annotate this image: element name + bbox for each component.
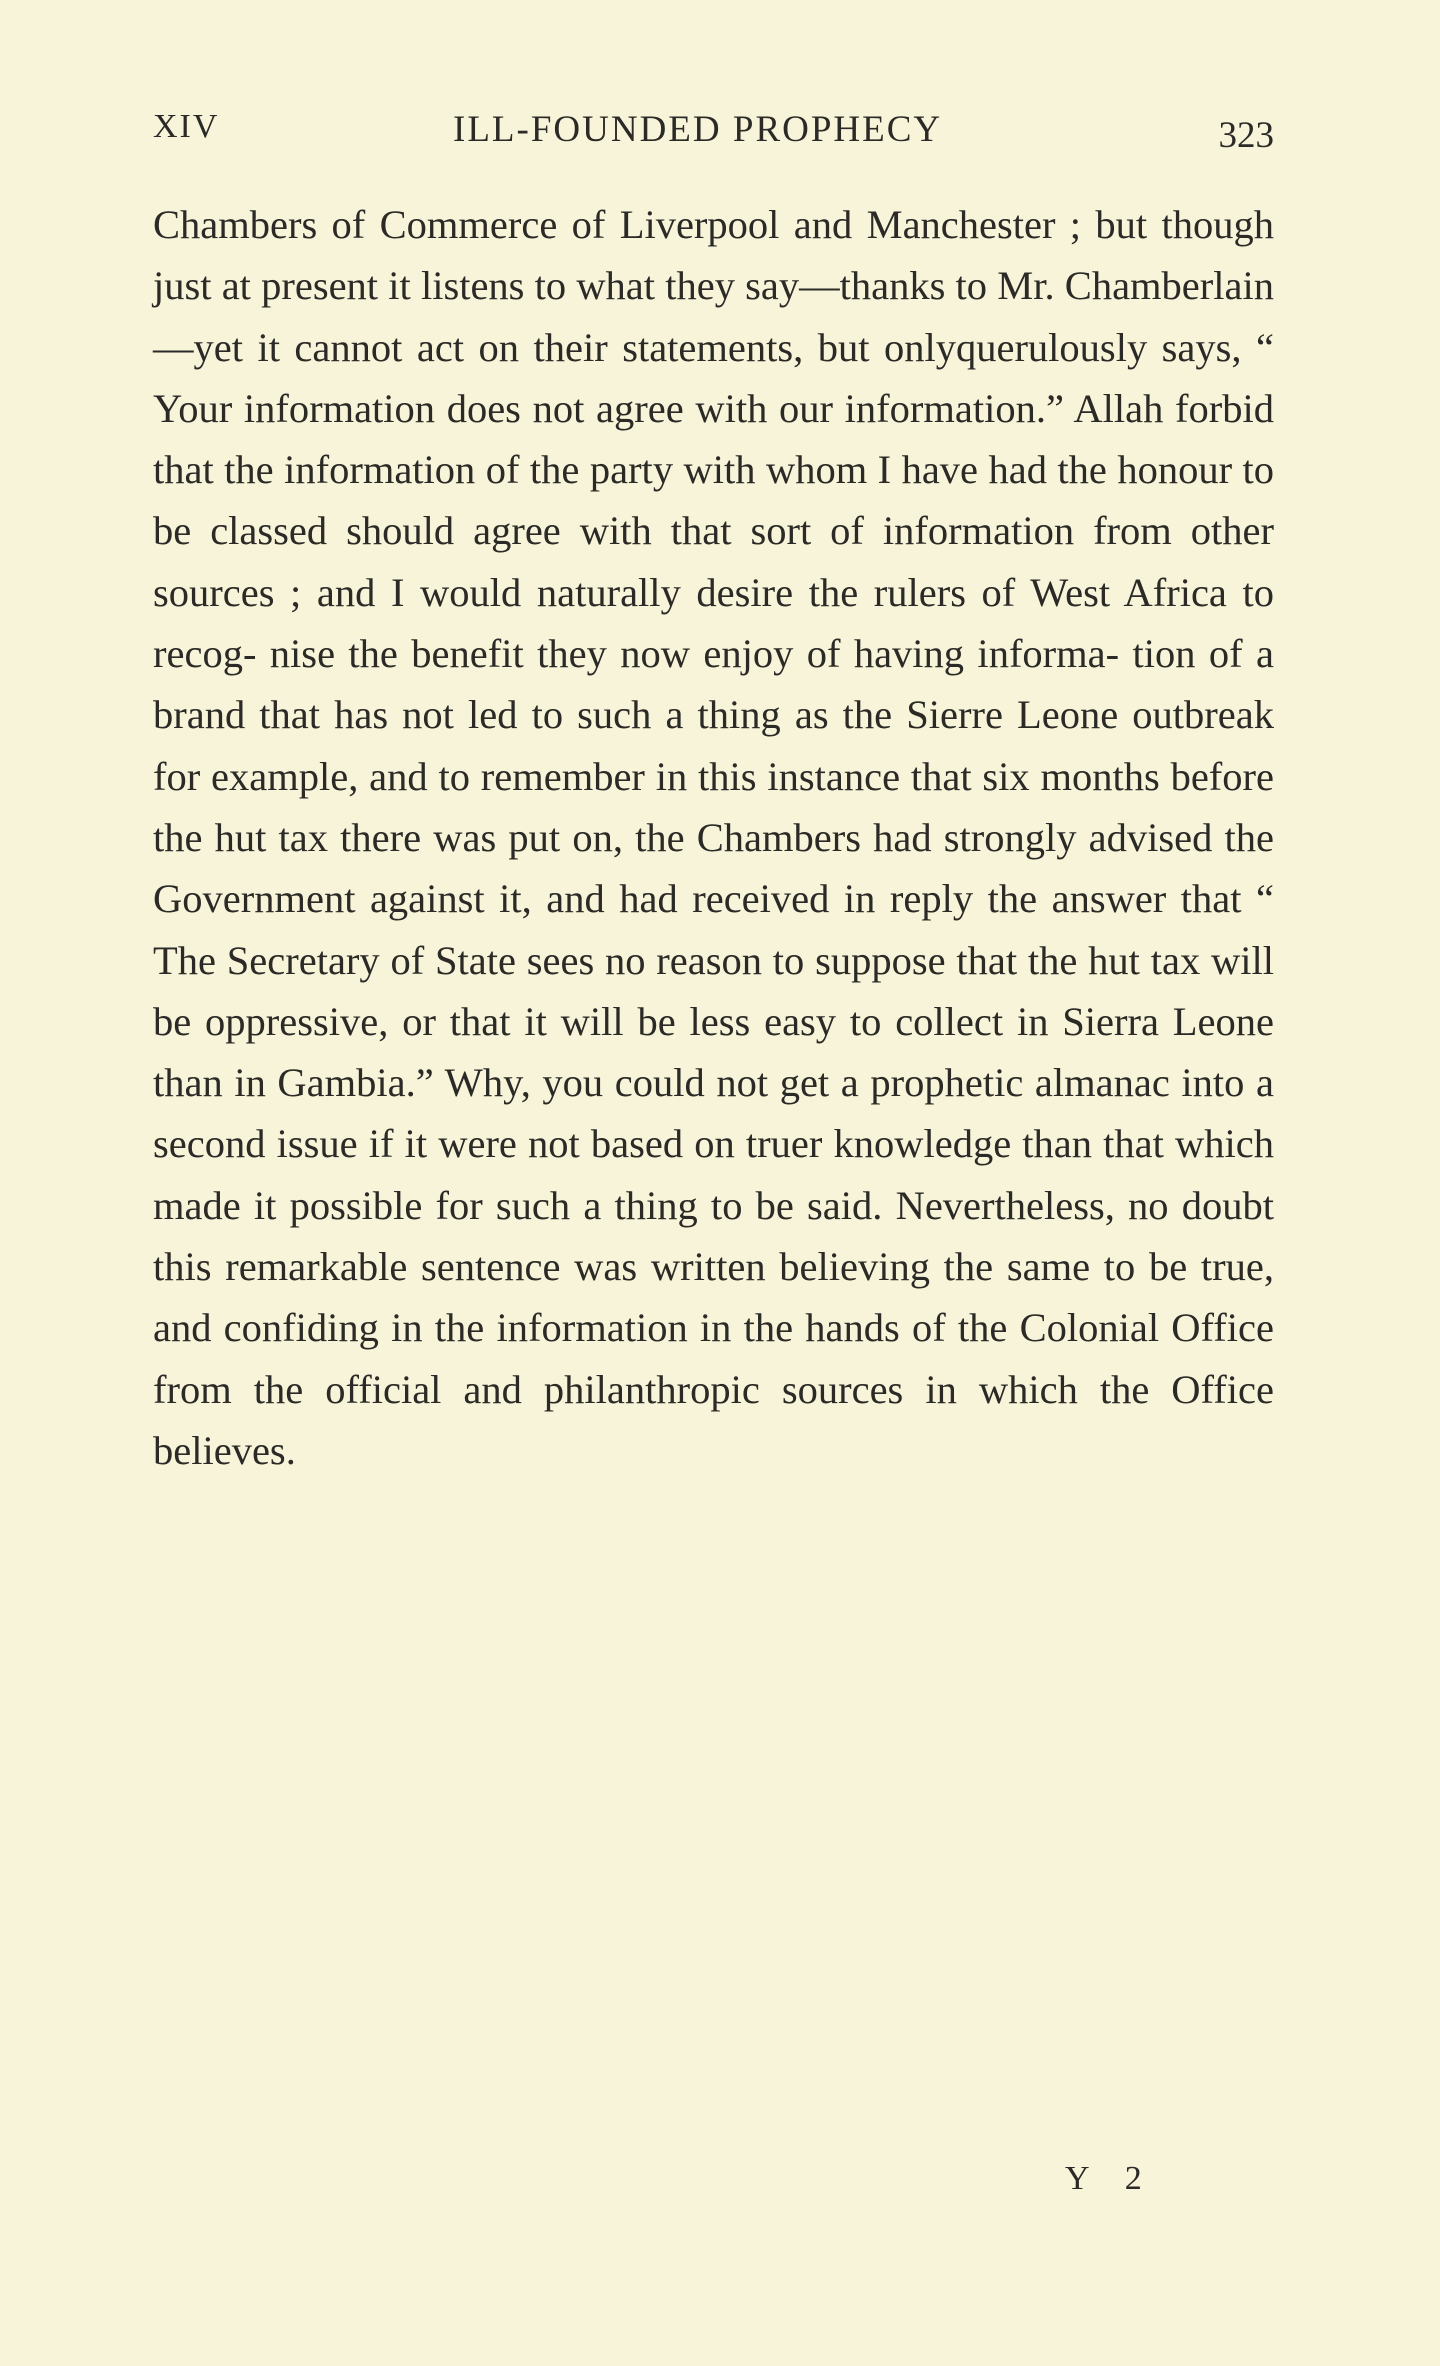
body-paragraph: Chambers of Commerce of Liverpool and Manchester ; but though just at present it listens to what they say—thanks to Mr. Chamberlain—yet it cannot act on their statements, but onlyquerulously says, “ Your information does not agree with our information.” Allah forbid that the information of the party with whom I have had the honour to be classed should agree with that sort of information from other sources ; and I would naturally desire the rulers of West Africa to recog- nise the benefit they now enjoy of having informa- tion of a brand that has not led to such a thing as the Sierre Leone outbreak for example, and to remember in this instance that six months before the hut tax there was put on, the Chambers had strongly advised the Government against it, and had received in reply the answer that “ The Secretary of State sees no reason to suppose that the hut tax will be oppressive, or that it will be less easy to collect in Sierra Leone than in Gambia.” Why, you could not get a prophetic almanac into a second issue if it were not based on truer knowledge than that which made it possible for such a thing to be said. Nevertheless, no doubt this remarkable sentence was written believing the same to be true, and confiding in the information in the hands of the Colonial Office from the official and philanthropic sources in which the Office believes. [153,202,1274,1473]
signature-mark: Y 2 [1065,2160,1156,2197]
running-header [153,108,1274,158]
running-title: ILL-FOUNDED PROPHECY [453,109,943,150]
page-number: 323 [1218,115,1274,156]
chapter-number: XIV [153,108,220,145]
